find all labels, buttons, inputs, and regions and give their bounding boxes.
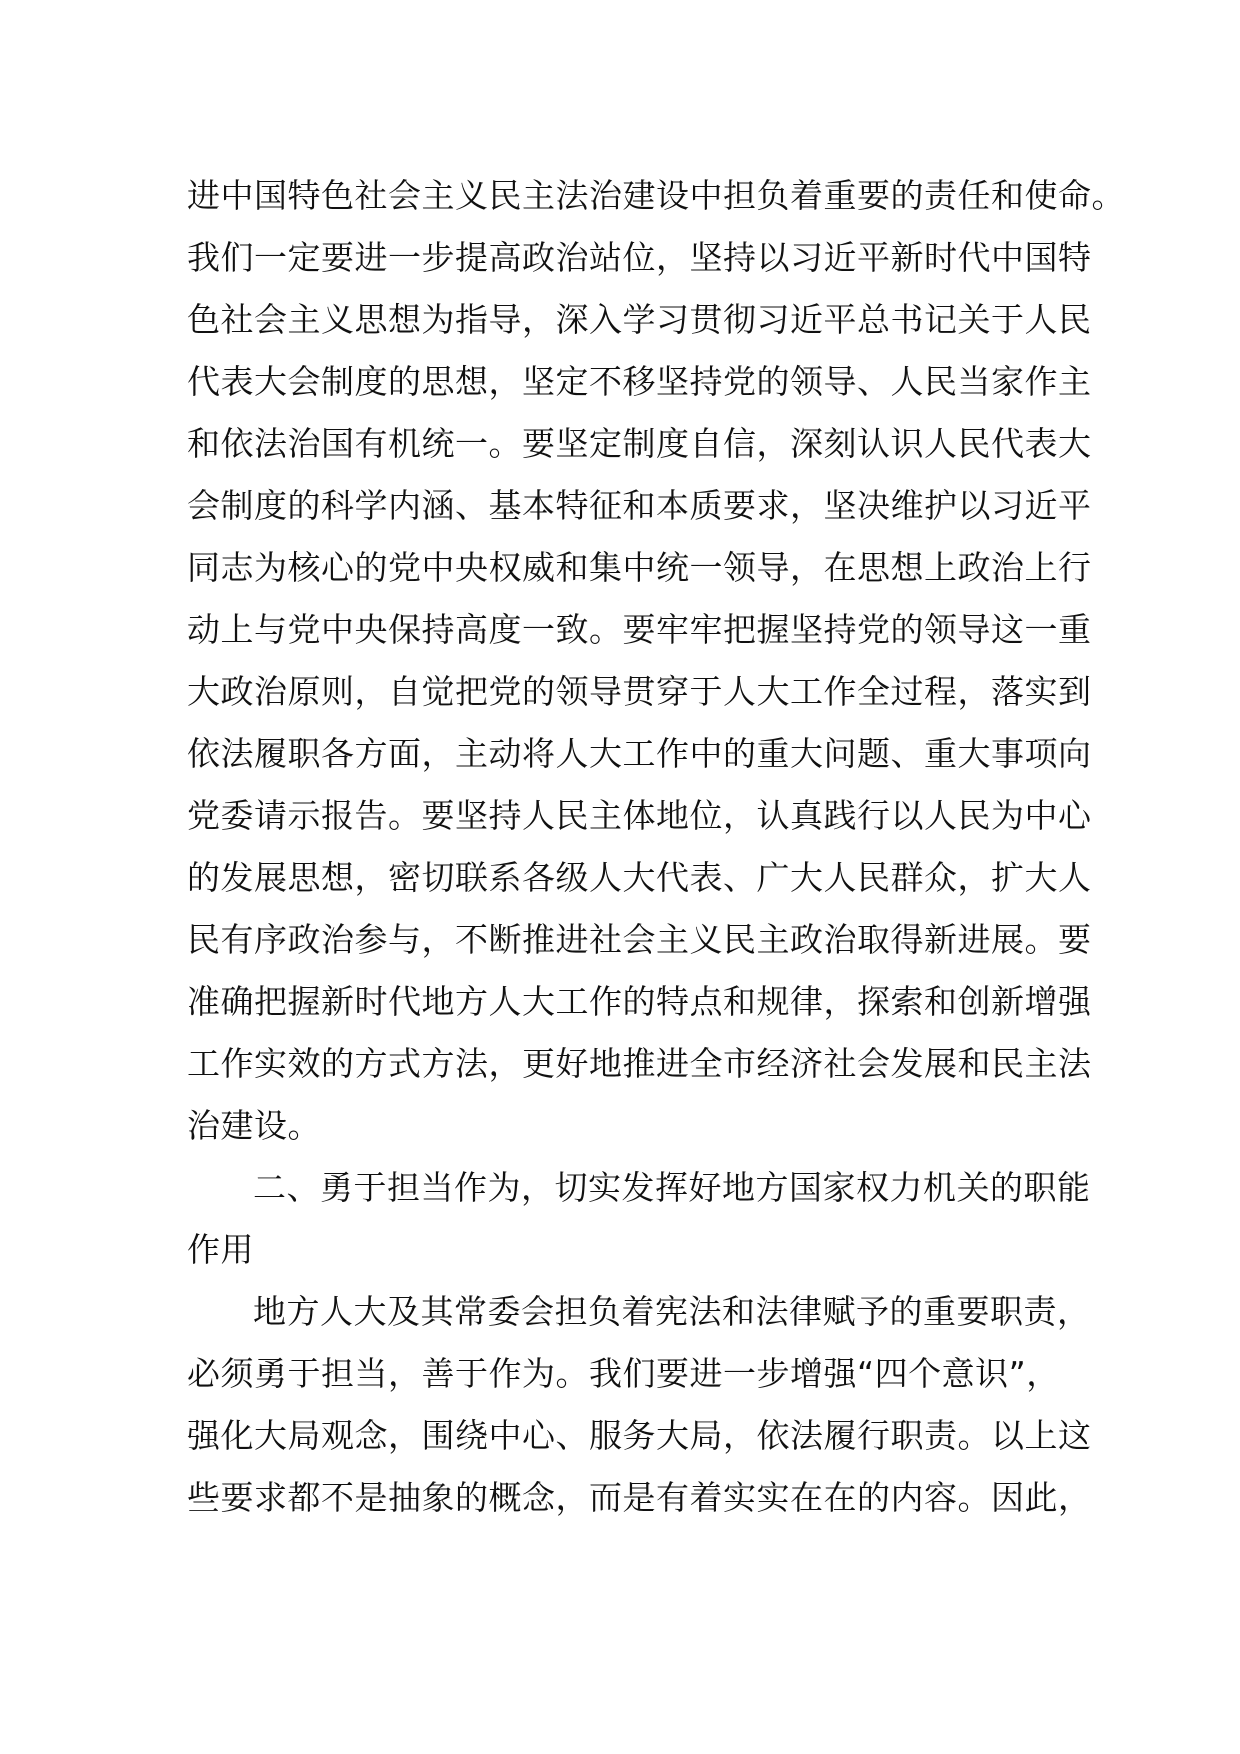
body-text: [187, 165, 1125, 1529]
text-line: 党委请示报告。要坚持人民主体地位，认真践行以人民为中心: [187, 796, 1092, 835]
text-line: 代表大会制度的思想，坚定不移坚持党的领导、人民当家作主: [187, 362, 1092, 401]
text-line: 依法履职各方面，主动将人大工作中的重大问题、重大事项向: [187, 734, 1092, 773]
text-line: 进中国特色社会主义民主法治建设中担负着重要的责任和使命。: [187, 176, 1125, 215]
text-line: 大政治原则，自觉把党的领导贯穿于人大工作全过程，落实到: [187, 672, 1092, 711]
text-line: 治建设。: [187, 1106, 321, 1145]
text-line: 必须勇于担当，善于作为。我们要进一步增强“四个意识”，: [187, 1354, 1060, 1393]
text-line: 我们一定要进一步提高政治站位，坚持以习近平新时代中国特: [187, 238, 1092, 277]
text-line: 会制度的科学内涵、基本特征和本质要求，坚决维护以习近平: [187, 486, 1092, 525]
paragraph-start: 地方人大及其常委会担负着宪法和法律赋予的重要职责，: [253, 1292, 1091, 1331]
text-line: 民有序政治参与，不断推进社会主义民主政治取得新进展。要: [187, 920, 1092, 959]
text-line: 色社会主义思想为指导，深入学习贯彻习近平总书记关于人民: [187, 300, 1092, 339]
text-line: 动上与党中央保持高度一致。要牢牢把握坚持党的领导这一重: [187, 610, 1092, 649]
text-line: 工作实效的方式方法，更好地推进全市经济社会发展和民主法: [187, 1044, 1092, 1083]
section-heading-continued: 作用: [187, 1230, 254, 1269]
text-line: 些要求都不是抽象的概念，而是有着实实在在的内容。因此，: [187, 1478, 1092, 1517]
text-line: 同志为核心的党中央权威和集中统一领导，在思想上政治上行: [187, 548, 1092, 587]
section-heading: 二、勇于担当作为，切实发挥好地方国家权力机关的职能: [253, 1168, 1091, 1207]
text-line: 准确把握新时代地方人大工作的特点和规律，探索和创新增强: [187, 982, 1092, 1021]
text-line: 和依法治国有机统一。要坚定制度自信，深刻认识人民代表大: [187, 424, 1092, 463]
text-line: 的发展思想，密切联系各级人大代表、广大人民群众，扩大人: [187, 858, 1092, 897]
text-line: 强化大局观念，围绕中心、服务大局，依法履行职责。以上这: [187, 1416, 1092, 1455]
